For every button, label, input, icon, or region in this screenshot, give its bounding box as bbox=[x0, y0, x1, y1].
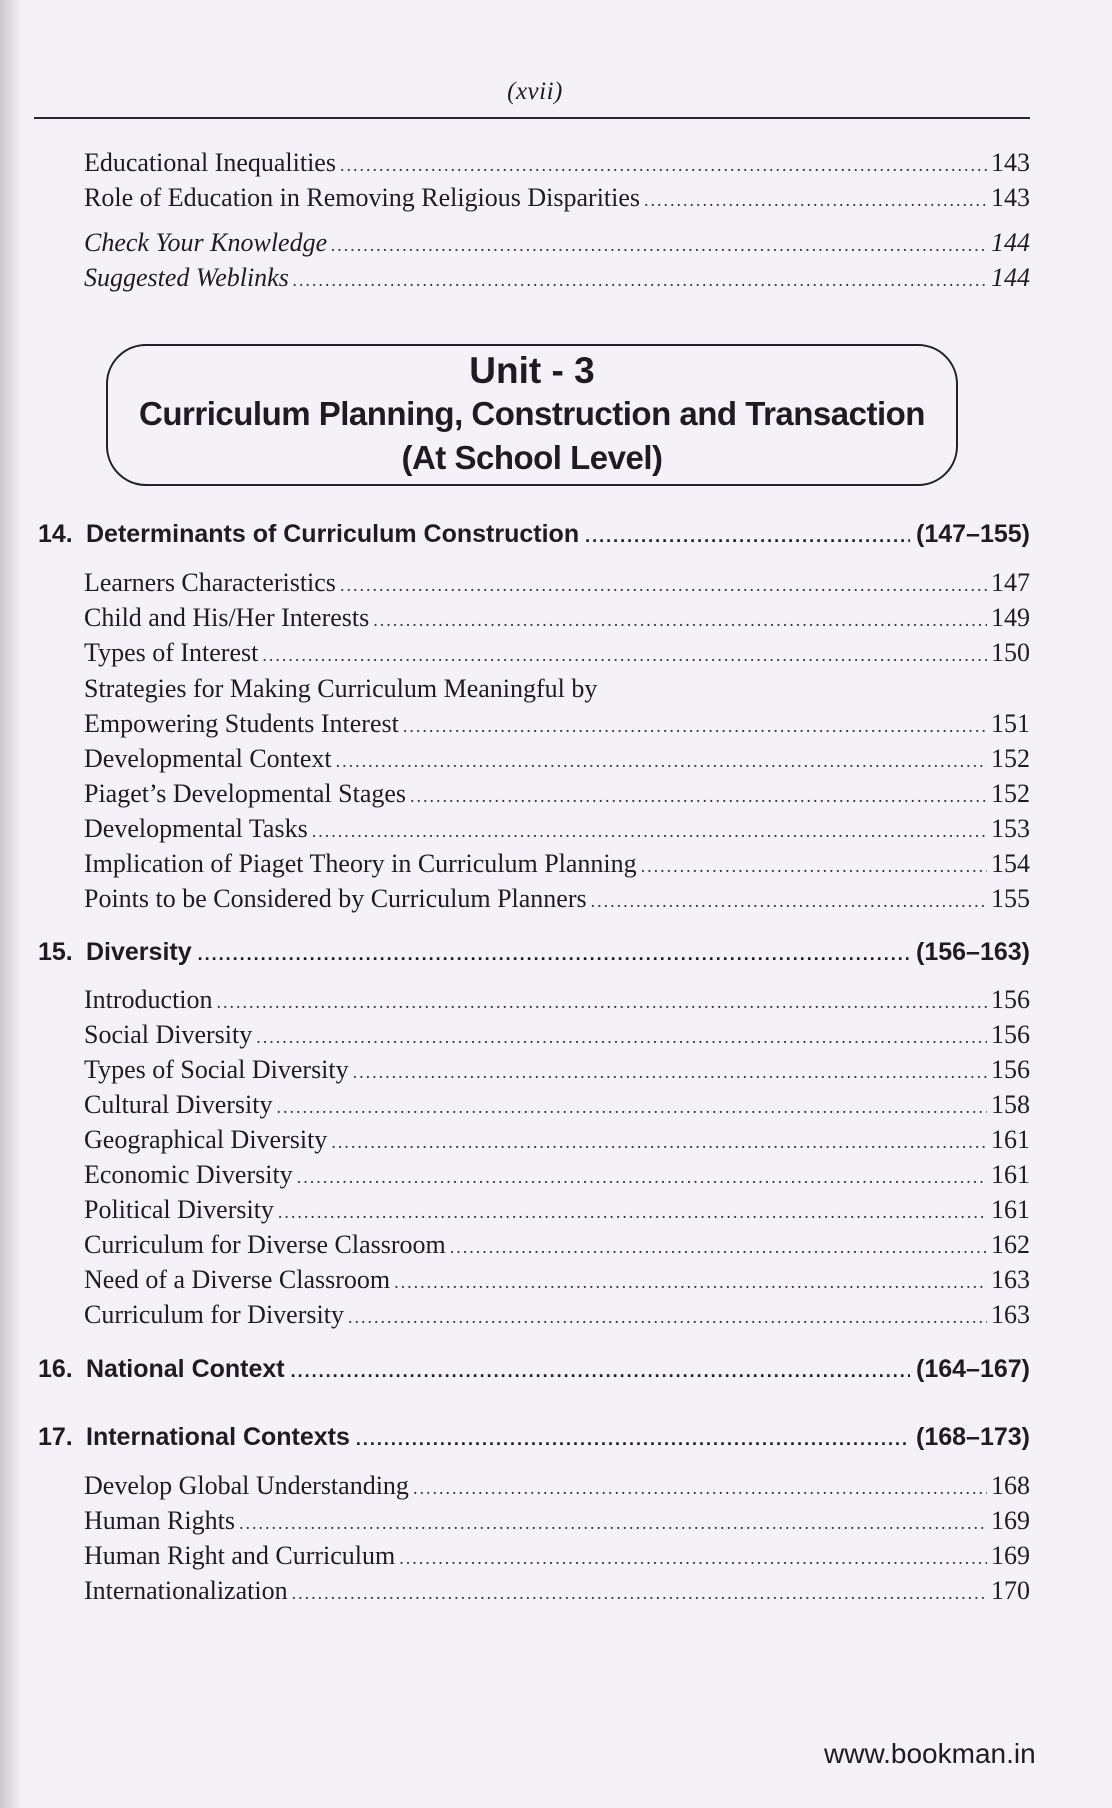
chapter-heading[interactable] bbox=[38, 520, 1030, 549]
unit-heading-box bbox=[106, 344, 958, 486]
entry-title: Develop Global Understanding bbox=[84, 1471, 409, 1500]
entry-title: Economic Diversity bbox=[84, 1160, 293, 1189]
entry-page: 161 bbox=[991, 1160, 1030, 1189]
chapter-title: Determinants of Curriculum Construction bbox=[86, 520, 580, 548]
entry-page: 158 bbox=[991, 1090, 1030, 1119]
entry-page: 169 bbox=[991, 1541, 1030, 1570]
chapter-number: 16. bbox=[38, 1355, 73, 1383]
entry-page: 152 bbox=[991, 744, 1030, 773]
dot-leader bbox=[239, 1513, 987, 1534]
entry-page: 147 bbox=[991, 568, 1030, 597]
entry-title: Role of Education in Removing Religious Disparities bbox=[84, 183, 641, 212]
entry-title: Human Rights bbox=[84, 1506, 235, 1535]
entry-title: Political Diversity bbox=[84, 1195, 274, 1224]
dot-leader bbox=[348, 1307, 987, 1328]
entry-title: Points to be Considered by Curriculum Planners bbox=[84, 884, 587, 913]
dot-leader bbox=[644, 190, 987, 211]
toc-entry[interactable] bbox=[84, 779, 1030, 809]
entry-title: Types of Interest bbox=[84, 638, 259, 667]
toc-entry-continued[interactable] bbox=[84, 674, 984, 704]
dot-leader bbox=[340, 155, 987, 176]
dot-leader bbox=[278, 1202, 987, 1223]
running-head: (xvii) bbox=[507, 78, 563, 105]
toc-entry[interactable] bbox=[84, 1541, 1030, 1571]
dot-leader bbox=[399, 1548, 987, 1569]
entry-title: Child and His/Her Interests bbox=[84, 603, 370, 632]
entry-title: Cultural Diversity bbox=[84, 1090, 273, 1119]
entry-title: Educational Inequalities bbox=[84, 148, 336, 177]
dot-leader bbox=[373, 610, 987, 631]
entry-page: 153 bbox=[991, 814, 1030, 843]
toc-entry[interactable] bbox=[84, 1230, 1030, 1260]
dot-leader bbox=[641, 856, 987, 877]
entry-title: Learners Characteristics bbox=[84, 568, 336, 597]
entry-page: 144 bbox=[991, 228, 1030, 257]
entry-page: 154 bbox=[991, 849, 1030, 878]
entry-title: Need of a Diverse Classroom bbox=[84, 1265, 391, 1294]
toc-entry[interactable] bbox=[84, 1195, 1030, 1225]
toc-entry[interactable] bbox=[84, 1020, 1030, 1050]
entry-title: Piaget’s Developmental Stages bbox=[84, 779, 407, 808]
entry-page: 150 bbox=[991, 638, 1030, 667]
entry-title: Implication of Piaget Theory in Curriculum Planning bbox=[84, 849, 637, 878]
toc-entry[interactable] bbox=[84, 884, 1030, 914]
publisher-website[interactable]: www.bookman.in bbox=[824, 1738, 1036, 1769]
entry-page: 169 bbox=[991, 1506, 1030, 1535]
dot-leader bbox=[450, 1237, 987, 1258]
unit-title: Curriculum Planning, Construction and Transaction bbox=[139, 395, 925, 432]
page-edge-shadow bbox=[0, 0, 22, 1808]
dot-leader bbox=[585, 526, 910, 547]
toc-entry[interactable] bbox=[84, 709, 1030, 739]
entry-title: Geographical Diversity bbox=[84, 1125, 328, 1154]
entry-page: 163 bbox=[991, 1300, 1030, 1329]
dot-leader bbox=[356, 1429, 910, 1450]
toc-entry[interactable] bbox=[84, 1506, 1030, 1536]
entry-title: Suggested Weblinks bbox=[84, 263, 289, 292]
chapter-page-range: (164–167) bbox=[916, 1355, 1030, 1383]
toc-entry[interactable] bbox=[84, 263, 1030, 293]
dot-leader bbox=[410, 786, 987, 807]
dot-leader bbox=[403, 716, 987, 737]
toc-entry[interactable] bbox=[84, 148, 1030, 178]
dot-leader bbox=[413, 1478, 987, 1499]
entry-title: Internationalization bbox=[84, 1576, 288, 1605]
toc-entry[interactable] bbox=[84, 1055, 1030, 1085]
dot-leader bbox=[262, 645, 987, 666]
chapter-heading[interactable] bbox=[38, 938, 1030, 967]
entry-page: 144 bbox=[991, 263, 1030, 292]
dot-leader bbox=[293, 270, 987, 291]
unit-subtitle: (At School Level) bbox=[401, 439, 663, 476]
dot-leader bbox=[331, 1132, 987, 1153]
entry-title: Social Diversity bbox=[84, 1020, 253, 1049]
dot-leader bbox=[312, 821, 987, 842]
dot-leader bbox=[331, 235, 987, 256]
dot-leader bbox=[394, 1272, 987, 1293]
chapter-page-range: (168–173) bbox=[916, 1423, 1030, 1451]
entry-title: Types of Social Diversity bbox=[84, 1055, 349, 1084]
chapter-heading[interactable] bbox=[38, 1423, 1030, 1452]
dot-leader bbox=[276, 1097, 987, 1118]
toc-entry[interactable] bbox=[84, 228, 1030, 258]
entry-title: Strategies for Making Curriculum Meaningful by bbox=[84, 674, 598, 703]
chapter-title: National Context bbox=[86, 1355, 285, 1383]
dot-leader bbox=[297, 1167, 987, 1188]
toc-entry[interactable] bbox=[84, 638, 1030, 668]
entry-page: 151 bbox=[991, 709, 1030, 738]
toc-entry[interactable] bbox=[84, 1576, 1030, 1606]
chapter-title: International Contexts bbox=[86, 1423, 350, 1451]
dot-leader bbox=[292, 1583, 987, 1604]
dot-leader bbox=[591, 891, 987, 912]
entry-title: Human Right and Curriculum bbox=[84, 1541, 396, 1570]
entry-page: 143 bbox=[991, 183, 1030, 212]
chapter-number: 14. bbox=[38, 520, 73, 548]
toc-entry[interactable] bbox=[84, 1125, 1030, 1155]
entry-page: 152 bbox=[991, 779, 1030, 808]
toc-entry[interactable] bbox=[84, 183, 1030, 213]
entry-page: 161 bbox=[991, 1195, 1030, 1224]
toc-entry[interactable] bbox=[84, 1265, 1030, 1295]
entry-title: Introduction bbox=[84, 985, 213, 1014]
toc-entry[interactable] bbox=[84, 603, 1030, 633]
entry-page: 170 bbox=[991, 1576, 1030, 1605]
dot-leader bbox=[198, 944, 910, 965]
entry-page: 161 bbox=[991, 1125, 1030, 1154]
entry-page: 149 bbox=[991, 603, 1030, 632]
entry-page: 163 bbox=[991, 1265, 1030, 1294]
dot-leader bbox=[217, 992, 987, 1013]
chapter-heading[interactable] bbox=[38, 1355, 1030, 1384]
toc-entry[interactable] bbox=[84, 849, 1030, 879]
chapter-title: Diversity bbox=[86, 938, 192, 966]
header-rule bbox=[34, 117, 1030, 119]
dot-leader bbox=[340, 575, 987, 596]
entry-page: 156 bbox=[991, 1055, 1030, 1084]
dot-leader bbox=[291, 1361, 910, 1382]
entry-page: 143 bbox=[991, 148, 1030, 177]
toc-entry[interactable] bbox=[84, 568, 1030, 598]
entry-title: Curriculum for Diverse Classroom bbox=[84, 1230, 446, 1259]
entry-page: 162 bbox=[991, 1230, 1030, 1259]
entry-page: 168 bbox=[991, 1471, 1030, 1500]
dot-leader bbox=[256, 1027, 987, 1048]
toc-entry[interactable] bbox=[84, 1300, 1030, 1330]
entry-page: 156 bbox=[991, 1020, 1030, 1049]
dot-leader bbox=[353, 1062, 987, 1083]
toc-entry[interactable] bbox=[84, 1090, 1030, 1120]
entry-title: Developmental Tasks bbox=[84, 814, 308, 843]
toc-entry[interactable] bbox=[84, 744, 1030, 774]
entry-title: Curriculum for Diversity bbox=[84, 1300, 344, 1329]
chapter-page-range: (147–155) bbox=[916, 520, 1030, 548]
dot-leader bbox=[336, 751, 987, 772]
chapter-page-range: (156–163) bbox=[916, 938, 1030, 966]
toc-entry[interactable] bbox=[84, 1471, 1030, 1501]
toc-entry[interactable] bbox=[84, 985, 1030, 1015]
entry-title: Check Your Knowledge bbox=[84, 228, 328, 257]
entry-title: Developmental Context bbox=[84, 744, 332, 773]
toc-entry[interactable] bbox=[84, 1160, 1030, 1190]
entry-page: 155 bbox=[991, 884, 1030, 913]
entry-title: Empowering Students Interest bbox=[84, 709, 399, 738]
entry-page: 156 bbox=[991, 985, 1030, 1014]
unit-number: Unit - 3 bbox=[469, 350, 595, 391]
chapter-number: 17. bbox=[38, 1423, 73, 1451]
toc-entry[interactable] bbox=[84, 814, 1030, 844]
chapter-number: 15. bbox=[38, 938, 73, 966]
